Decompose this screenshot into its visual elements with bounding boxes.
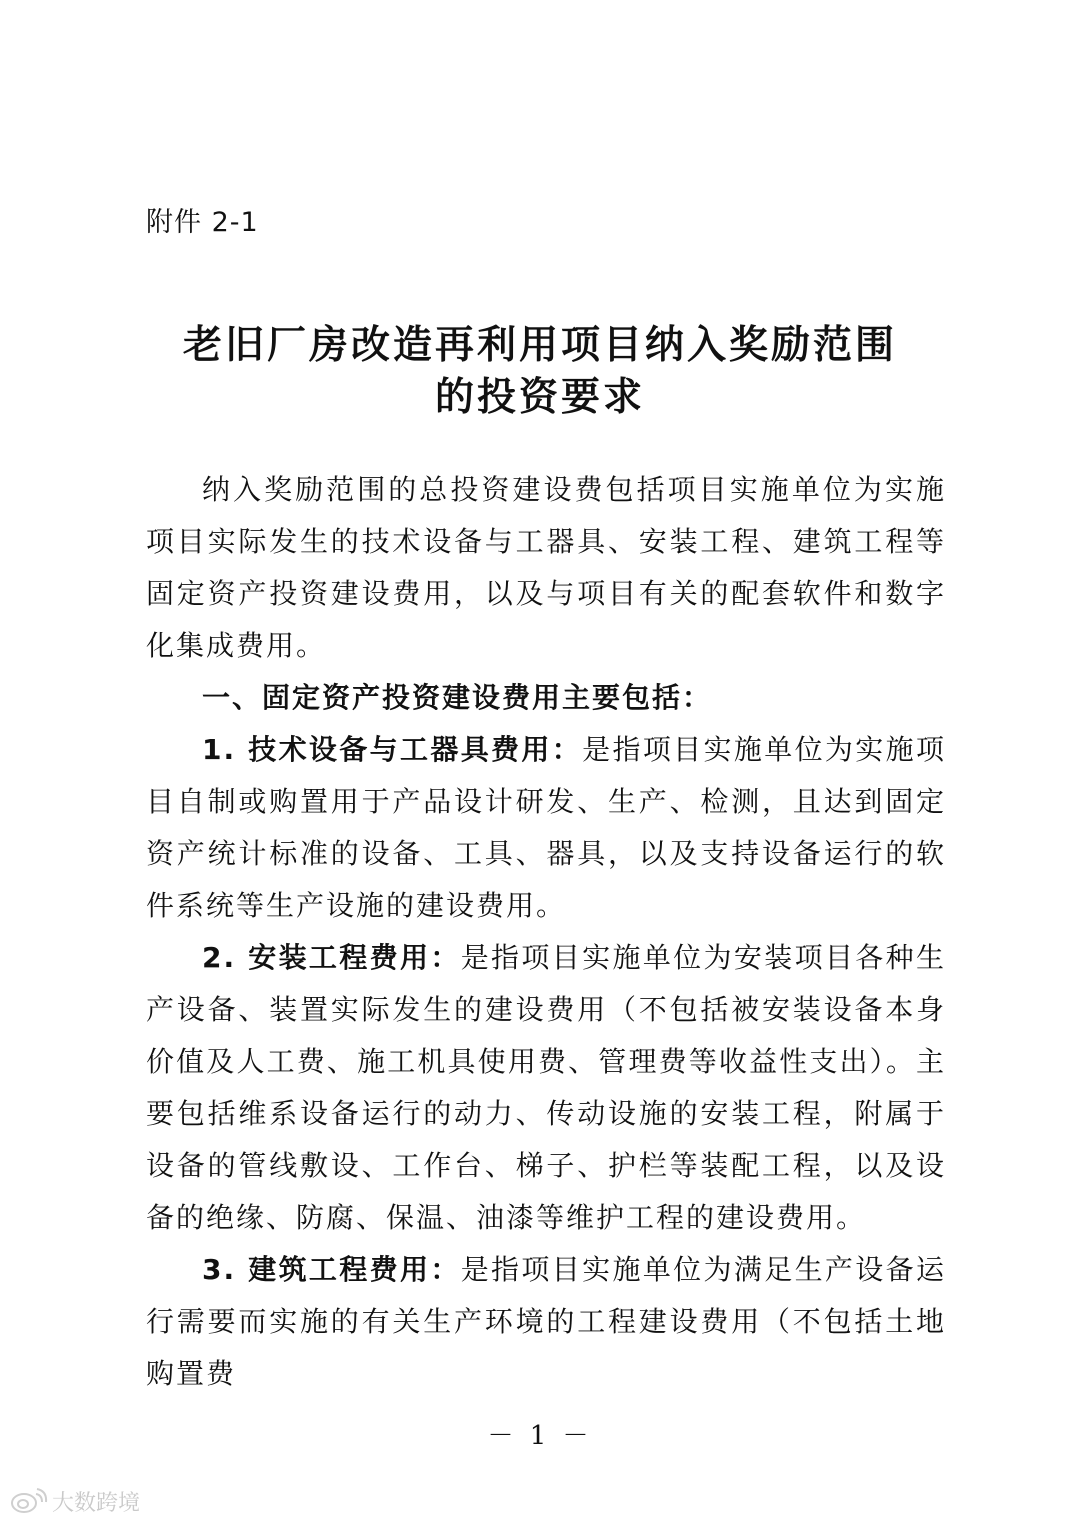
weibo-logo-icon [10,1488,48,1514]
item-paragraph-3 [146,1244,946,1400]
document-title-line-1: 老旧厂房改造再利用项目纳入奖励范围 [182,323,897,368]
document-body [146,464,946,1400]
page-number: － 1 － [487,1421,593,1451]
item-paragraph-2 [146,932,946,1244]
item-label: 2. 安装工程费用： [202,941,461,974]
document-title-line-2: 的投资要求 [434,375,645,420]
attachment-label: 附件 2-1 [146,207,259,238]
watermark [10,1486,140,1516]
intro-paragraph: 纳入奖励范围的总投资建设费包括项目实施单位为实施项目实际发生的技术设备与工器具、安装工程、建筑工程等固定资产投资建设费用，以及与项目有关的配套软件和数字化集成费用。 [146,473,946,662]
item-text: 是指项目实施单位为安装项目各种生产设备、装置实际发生的建设费用（不包括被安装设备本身价值及人工费、施工机具使用费、管理费等收益性支出）。主要包括维系设备运行的动力、传动设施的安装工程，附属于设备的管线敷设、工作台、梯子、护栏等装配工程，以及设备的绝缘、防腐、保温、油漆等维护工程的建设费用。 [146,941,946,1234]
item-text: 是指项目实施单位为实施项目自制或购置用于产品设计研发、生产、检测，且达到固定资产统计标准的设备、工具、器具，以及支持设备运行的软件系统等生产设施的建设费用。 [146,733,946,922]
watermark-text: 大数跨境 [52,1490,141,1516]
item-label: 1. 技术设备与工器具费用： [202,733,583,766]
item-text: 是指项目实施单位为满足生产设备运行需要而实施的有关生产环境的工程建设费用（不包括土地购置费 [146,1253,946,1390]
item-label: 3. 建筑工程费用： [202,1253,461,1286]
section-heading-1: 一、固定资产投资建设费用主要包括： [202,681,713,714]
item-paragraph-1 [146,724,946,932]
